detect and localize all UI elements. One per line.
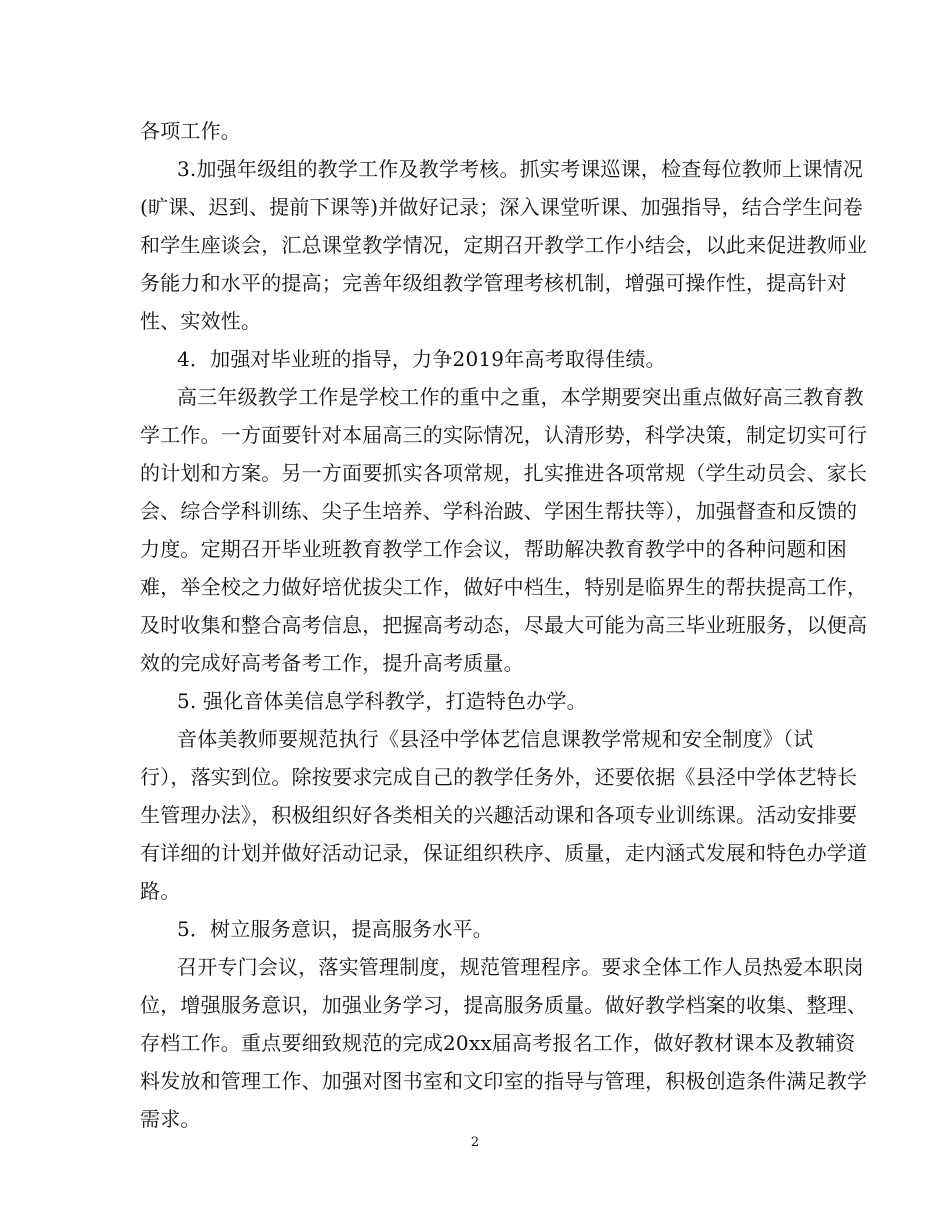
text-line: 务能力和水平的提高；完善年级组教学管理考核机制，增强可操作性，提高针对 bbox=[140, 271, 847, 295]
text-line: 和学生座谈会，汇总课堂教学情况，定期召开教学工作小结会，以此来促进教师业 bbox=[140, 233, 868, 257]
text-line: 性、实效性。 bbox=[140, 309, 262, 333]
page-number: 2 bbox=[470, 1135, 480, 1150]
text-line: 料发放和管理工作、加强对图书室和文印室的指导与管理，积极创造条件满足教学 bbox=[140, 1069, 868, 1093]
body-text bbox=[140, 112, 868, 1138]
text-line: 生管理办法》，积极组织好各类相关的兴趣活动课和各项专业训练课。活动安排要 bbox=[140, 803, 858, 827]
text-line: 高三年级教学工作是学校工作的重中之重，本学期要突出重点做好高三教育教 bbox=[177, 385, 864, 409]
text-line: (旷课、迟到、提前下课等)并做好记录；深入课堂听课、加强指导，结合学生问卷 bbox=[140, 195, 864, 219]
text-line: 音体美教师要规范执行《县泾中学体艺信息课教学常规和安全制度》（试 bbox=[177, 727, 814, 751]
text-line: 存档工作。重点要细致规范的完成20xx届高考报名工作，做好教材课本及教辅资 bbox=[140, 1031, 856, 1055]
text-line: 位，增强服务意识，加强业务学习，提高服务质量。做好教学档案的收集、整理、 bbox=[140, 993, 868, 1017]
text-line: 各项工作。 bbox=[140, 119, 241, 143]
text-line: 效的完成好高考备考工作，提升高考质量。 bbox=[140, 651, 524, 675]
section-heading: 5．树立服务意识，提高服务水平。 bbox=[177, 917, 493, 941]
text-line: 有详细的计划并做好活动记录，保证组织秩序、质量，走内涵式发展和特色办学道 bbox=[140, 841, 868, 865]
text-line: 会、综合学科训练、尖子生培养、学科治跛、学困生帮扶等），加强督查和反馈的 bbox=[140, 499, 858, 523]
text-line: 需求。 bbox=[140, 1107, 201, 1131]
text-line: 难，举全校之力做好培优拔尖工作，做好中档生，特别是临界生的帮扶提高工作， bbox=[140, 575, 868, 599]
text-line: 召开专门会议，落实管理制度，规范管理程序。要求全体工作人员热爱本职岗 bbox=[177, 955, 864, 979]
text-line: 3.加强年级组的教学工作及教学考核。抓实考课巡课，检查每位教师上课情况 bbox=[177, 157, 864, 181]
section-heading: 4．加强对毕业班的指导，力争2019年高考取得佳绩。 bbox=[177, 347, 666, 371]
text-line: 力度。定期召开毕业班教育教学工作会议，帮助解决教育教学中的各种问题和困 bbox=[140, 537, 847, 561]
section-heading: 5. 强化音体美信息学科教学，打造特色办学。 bbox=[177, 689, 587, 713]
text-line: 及时收集和整合高考信息，把握高考动态，尽最大可能为高三毕业班服务，以便高 bbox=[140, 613, 868, 637]
text-line: 学工作。一方面要针对本届高三的实际情况，认清形势，科学决策，制定切实可行 bbox=[140, 423, 868, 447]
text-line: 路。 bbox=[140, 879, 181, 903]
text-line: 的计划和方案。另一方面要抓实各项常规，扎实推进各项常规（学生动员会、家长 bbox=[140, 461, 868, 485]
text-line: 行），落实到位。除按要求完成自己的教学任务外，还要依据《县泾中学体艺特长 bbox=[140, 765, 858, 789]
